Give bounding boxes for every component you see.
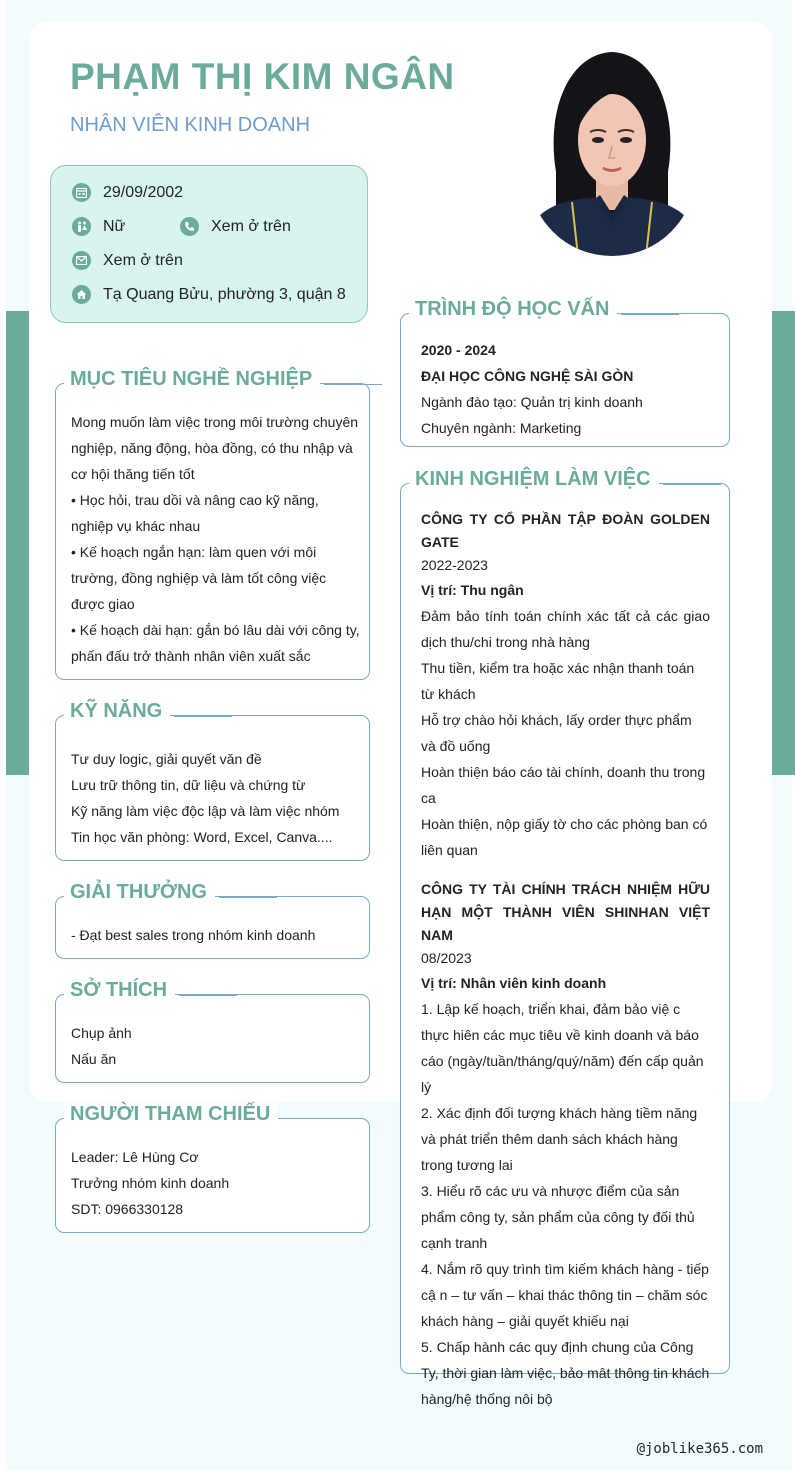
skills-section xyxy=(55,700,370,861)
skill-item: Lưu trữ thông tin, dữ liệu và chứng từ xyxy=(71,777,306,793)
hobbies-title: SỞ THÍCH xyxy=(64,979,175,1002)
job-duty: 5. Chấp hành các quy định chung của Công Ty, thời gian làm việc, bảo mât thông tin khách hàng/hệ thống nôi bộ xyxy=(421,1339,710,1407)
watermark: @joblike365.com xyxy=(636,1441,763,1457)
experience-section xyxy=(400,468,730,1407)
education-specialization: Chuyên ngành: Marketing xyxy=(421,420,582,436)
education-school: ĐẠI HỌC CÔNG NGHỆ SÀI GÒN xyxy=(421,368,634,384)
objective-paragraph: • Kế hoạch ngắn hạn: làm quen với môi trường, đồng nghiệp và làm tốt công việc được giao xyxy=(71,544,327,612)
gender-value: Nữ xyxy=(103,217,126,235)
experience-title: KINH NGHIỆM LÀM VIỆC xyxy=(409,468,659,491)
objective-paragraph: • Kế hoạch dài hạn: gắn bó lâu dài với công ty, phấn đấu trở thành nhân viên xuất sắc xyxy=(71,622,360,664)
award-item: - Đạt best sales trong nhóm kinh doanh xyxy=(71,927,316,943)
objective-paragraph: • Học hỏi, trau dồi và nâng cao kỹ năng, nghiệp vụ khác nhau xyxy=(71,492,319,534)
birthday-row xyxy=(72,183,183,202)
email-row xyxy=(72,251,183,270)
job-duty: Hỗ trợ chào hỏi khách, lấy order thực phẩm và đồ uống xyxy=(421,712,692,754)
awards-section xyxy=(55,881,370,959)
hobby-item: Chụp ảnh xyxy=(71,1025,132,1041)
email-value: Xem ở trên xyxy=(103,251,183,269)
hobby-item: Nấu ăn xyxy=(71,1051,117,1067)
gender-icon xyxy=(72,217,91,236)
objective-paragraph: Mong muốn làm việc trong môi trường chuyên nghiệp, năng động, hòa đồng, có thu nhập và cơ hội thăng tiến tốt xyxy=(71,414,359,482)
job-period: 08/2023 xyxy=(421,950,472,966)
candidate-name: PHẠM THỊ KIM NGÂN xyxy=(70,56,455,97)
objective-section xyxy=(55,368,370,680)
references-section xyxy=(55,1103,370,1233)
skill-item: Kỹ năng làm việc độc lập và làm việc nhóm xyxy=(71,803,340,819)
objective-title: MỤC TIÊU NGHỀ NGHIỆP xyxy=(64,368,320,391)
awards-title: GIẢI THƯỞNG xyxy=(64,881,215,904)
job-position: Vị trí: Nhân viên kinh doanh xyxy=(421,975,607,991)
phone-icon xyxy=(180,217,199,236)
home-icon xyxy=(72,285,91,304)
job-duty: Đảm bảo tính toán chính xác tất cả các giao dịch thu/chi trong nhà hàng xyxy=(421,608,710,650)
address-row xyxy=(72,285,346,304)
job-duty: Hoàn thiện, nộp giấy tờ cho các phòng ban có liên quan xyxy=(421,816,708,858)
job-duty: Thu tiền, kiểm tra hoặc xác nhận thanh toán từ khách xyxy=(421,660,695,702)
phone-row xyxy=(180,217,291,236)
birthday-value: 29/09/2002 xyxy=(103,183,184,201)
avatar xyxy=(528,52,696,256)
right-accent-bar xyxy=(772,311,795,775)
left-accent-bar xyxy=(6,311,29,775)
skill-item: Tin học văn phòng: Word, Excel, Canva.... xyxy=(71,829,333,845)
candidate-job-title: NHÂN VIÊN KINH DOANH xyxy=(70,114,311,136)
job-company: CÔNG TY CỔ PHẦN TẬP ĐOÀN GOLDEN GATE xyxy=(421,511,710,550)
job-period: 2022-2023 xyxy=(421,557,488,573)
phone-value: Xem ở trên xyxy=(211,217,291,235)
job-company: CÔNG TY TÀI CHÍNH TRÁCH NHIỆM HỮU HẠN MỘT THÀNH VIÊN SHINHAN VIỆT NAM xyxy=(421,881,710,943)
education-period: 2020 - 2024 xyxy=(421,342,496,358)
job-duty: Hoàn thiện báo cáo tài chính, doanh thu trong ca xyxy=(421,764,706,806)
education-major: Ngành đào tạo: Quản trị kinh doanh xyxy=(421,394,643,410)
references-title: NGƯỜI THAM CHIẾU xyxy=(64,1103,278,1126)
contact-info-box xyxy=(50,165,368,323)
skill-item: Tư duy logic, giải quyết văn đề xyxy=(71,751,262,767)
job-duty: 4. Nắm rõ quy trình tìm kiếm khách hàng - tiếp cậ n – tư vấn – khai thác thông tin – chăm sóc khách hàng – giải quyết khiếu nại xyxy=(421,1261,709,1329)
hobbies-section xyxy=(55,979,370,1083)
job-duty: 1. Lập kế hoạch, triển khai, đảm bảo việ c thực hiên các mục tiêu về kinh doanh và báo cáo (ngày/tuần/tháng/quý/năm) đến cấp quản lý xyxy=(421,1001,704,1095)
skills-title: KỸ NĂNG xyxy=(64,700,170,723)
calendar-icon xyxy=(72,183,91,202)
reference-item: Trưởng nhóm kinh doanh xyxy=(71,1175,230,1191)
gender-row xyxy=(72,217,125,236)
reference-item: SDT: 0966330128 xyxy=(71,1201,184,1217)
reference-item: Leader: Lê Hùng Cơ xyxy=(71,1149,199,1165)
education-title: TRÌNH ĐỘ HỌC VẤN xyxy=(409,298,617,321)
job-duty: 3. Hiểu rõ các ưu và nhược điểm của sản phẩm công ty, sản phẩm của công ty đối thủ cạnh tranh xyxy=(421,1183,695,1251)
job-duty: 2. Xác định đối tượng khách hàng tiềm năng và phát triển thêm danh sách khách hàng trong tương lai xyxy=(421,1105,698,1173)
address-value: Tạ Quang Bửu, phường 3, quận 8 xyxy=(103,285,346,303)
education-section xyxy=(400,298,730,447)
job-position: Vị trí: Thu ngân xyxy=(421,582,524,598)
email-icon xyxy=(72,251,91,270)
